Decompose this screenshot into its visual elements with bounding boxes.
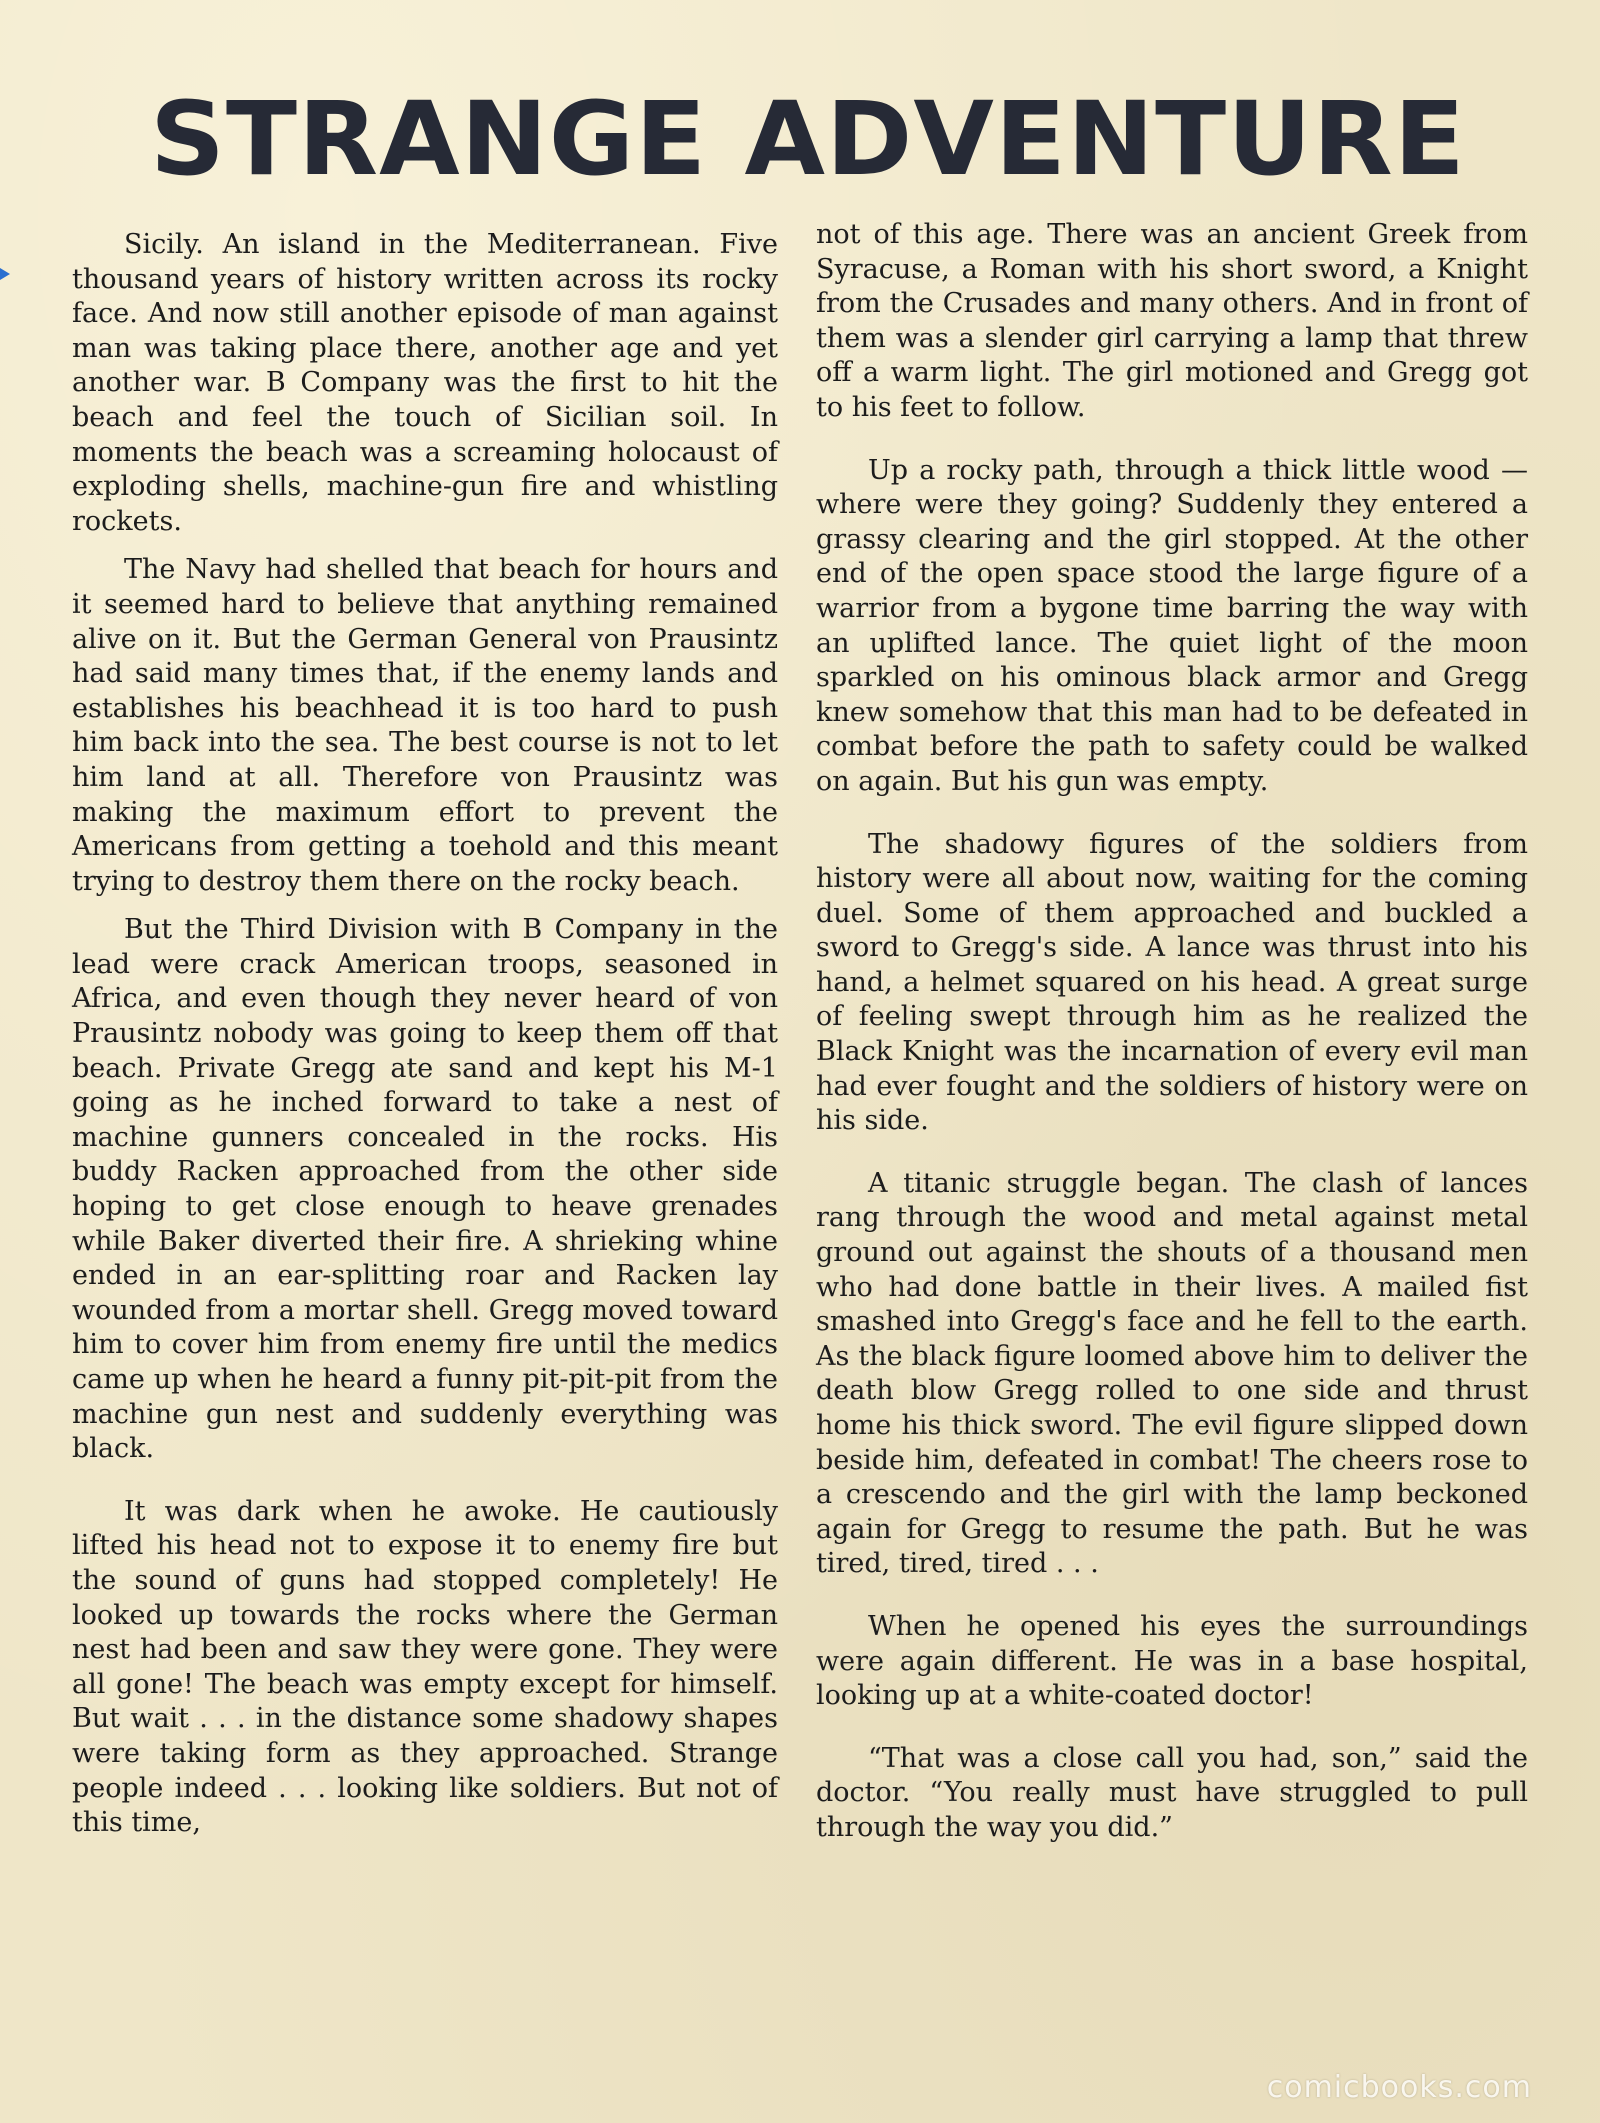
paragraph: “That was a close call you had, son,” said the doctor. “You really must have struggled to pull through the way you did.” — [816, 1742, 1528, 1843]
paragraph: When he opened his eyes the surroundings were again different. He was in a base hospital, looking up at a white-coated doctor! — [816, 1610, 1528, 1712]
right-column — [816, 218, 1528, 1860]
paragraph: It was dark when he awoke. He cautiously lifted his head not to expose it to enemy fire but the sound of guns had stopped completely! He looked up towards the rocks where the German nest had been and saw they were gone. They were all gone! The beach was empty except for himself. But wait . . . in the distance some shadowy shapes were taking form as they approached. Strange people indeed . . . looking like soldiers. But not of this time, — [72, 1495, 778, 1839]
paragraph: Up a rocky path, through a thick little wood — where were they going? Suddenly they entered a grassy clearing and the girl stopped. At the other end of the open space stood the large figure of a warrior from a bygone time barring the way with an uplifted lance. The quiet light of the moon sparkled on his ominous black armor and Gregg knew somehow that this man had to be defeated in combat before the path to safety could be walked on again. But his gun was empty. — [816, 454, 1528, 797]
left-column — [72, 228, 778, 1855]
paragraph: A titanic struggle began. The clash of lances rang through the wood and metal against metal ground out against the shouts of a thousand men who had done battle in their lives. A mailed fist smashed into Gregg's face and he fell to the earth. As the black figure loomed above him to deliver the death blow Gregg rolled to one side and thrust home his thick sword. The evil figure slipped down beside him, defeated in combat! The cheers rose to a crescendo and the girl with the lamp beckoned again for Gregg to resume the path. But he was tired, tired, tired . . . — [816, 1167, 1528, 1580]
paragraph: not of this age. There was an ancient Greek from Syracuse, a Roman with his short sword, a Knight from the Crusades and many others. And in front of them was a slender girl carrying a lamp that threw off a warm light. The girl motioned and Gregg got to his feet to follow. — [816, 219, 1528, 423]
paragraph: But the Third Division with B Company in the lead were crack American troops, seasoned in Africa, and even though they never heard of von Prausintz nobody was going to keep them off that beach. Private Gregg ate sand and kept his M-1 going as he inched forward to take a nest of machine gunners concealed in the rocks. His buddy Racken approached from the other side hoping to get close enough to heave grenades while Baker diverted their fire. A shrieking whine ended in an ear-splitting roar and Racken lay wounded from a mortar shell. Gregg moved toward him to cover him from enemy fire until the medics came up when he heard a funny pit-pit-pit from the machine gun nest and suddenly everything was black. — [72, 914, 778, 1465]
watermark: comicbooks.com — [1266, 2070, 1532, 2105]
paragraph: The shadowy figures of the soldiers from history were all about now, waiting for the coming duel. Some of them approached and buckled a sword to Gregg's side. A lance was thrust into his hand, a helmet squared on his head. A great surge of feeling swept through him as he realized the Black Knight was the incarnation of every evil man had ever fought and the soldiers of history were on his side. — [816, 828, 1528, 1137]
page-edge-mark — [0, 268, 10, 280]
paragraph: Sicily. An island in the Mediterranean. Five thousand years of history written across its rocky face. And now still another episode of man against man was taking place there, another age and yet another war. B Company was the first to hit the beach and feel the touch of Sicilian soil. In moments the beach was a screaming holocaust of exploding shells, machine-gun fire and whistling rockets. — [72, 229, 778, 537]
paragraph: The Navy had shelled that beach for hours and it seemed hard to believe that anything remained alive on it. But the German General von Prausintz had said many times that, if the enemy lands and establishes his beachhead it is too hard to push him back into the sea. The best course is not to let him land at all. Therefore von Prausintz was making the maximum effort to prevent the Americans from getting a toehold and this meant trying to destroy them there on the rocky beach. — [72, 554, 778, 897]
page-title: STRANGE ADVENTURE — [150, 80, 1466, 199]
